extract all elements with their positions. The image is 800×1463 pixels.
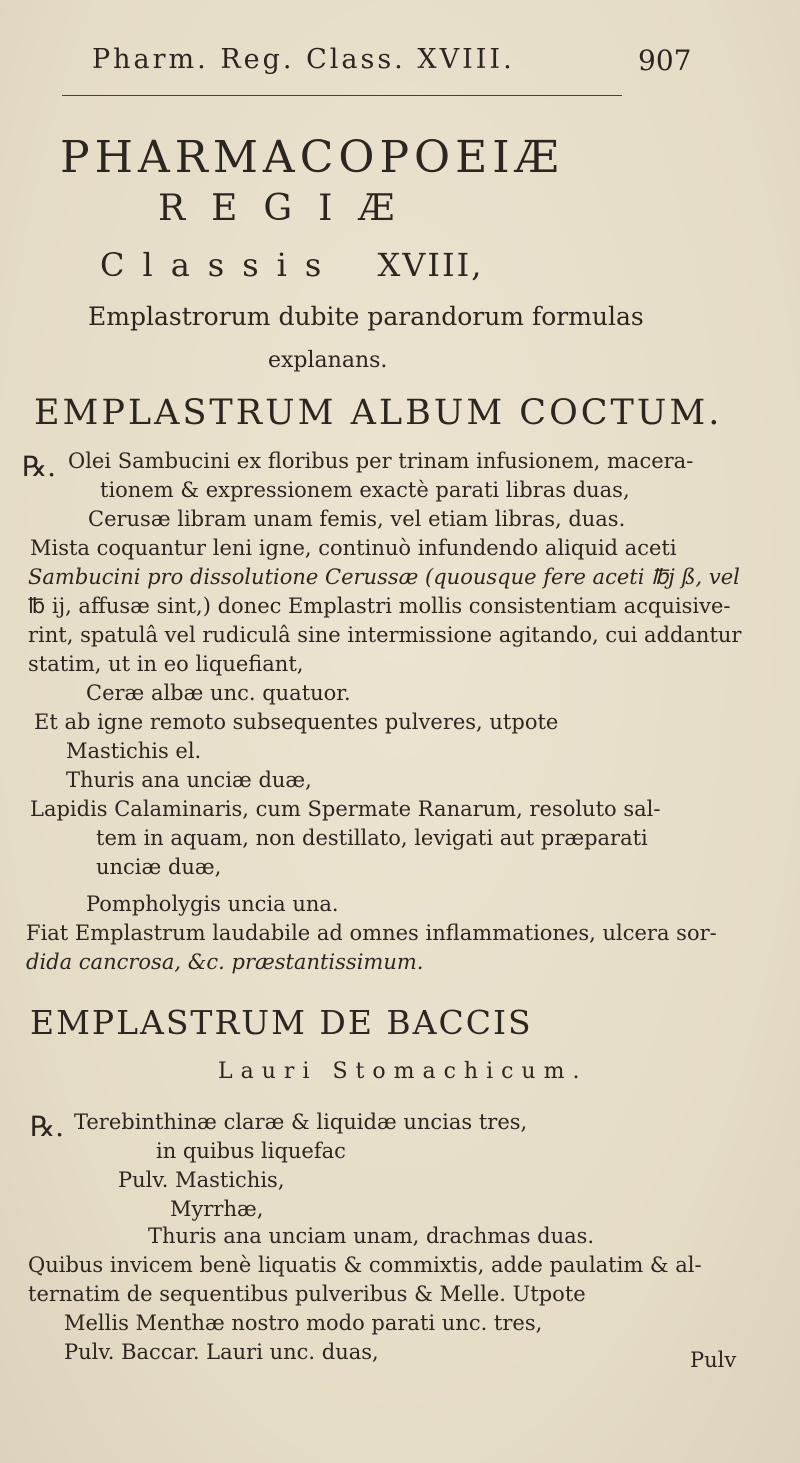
- text-line: Thuris ana unciæ duæ,: [66, 768, 312, 792]
- text-line: dida cancrosa, &c. præstantissimum.: [26, 950, 424, 974]
- subtitle-line-1: Emplastrorum dubite parandorum formulas: [88, 302, 644, 331]
- text-line: Ceræ albæ unc. quatuor.: [86, 681, 351, 705]
- classis-label: Classis: [100, 246, 340, 284]
- text-line: ternatim de sequentibus pulveribus & Melle. Utpote: [28, 1282, 586, 1306]
- text-line: tem in aquam, non destillato, levigati aut præparati: [96, 826, 648, 850]
- text-line: Lapidis Calaminaris, cum Spermate Ranarum, resoluto sal-: [30, 797, 661, 821]
- subtitle-line-2: explanans.: [268, 348, 388, 373]
- section-subheading: Lauri Stomachicum.: [218, 1059, 588, 1084]
- running-head: Pharm. Reg. Class. XVIII.: [92, 44, 515, 75]
- text-line: Terebinthinæ claræ & liquidæ uncias tres,: [74, 1110, 528, 1134]
- text-line: Quibus invicem benè liquatis & commixtis, adde paulatim & al-: [28, 1253, 702, 1277]
- header-rule: [62, 95, 622, 96]
- title-regiae: REGIÆ: [158, 188, 421, 229]
- text-line: Pulv. Mastichis,: [118, 1168, 285, 1192]
- text-line: Myrrhæ,: [170, 1197, 264, 1221]
- text-line: Fiat Emplastrum laudabile ad omnes inflammationes, ulcera sor-: [26, 921, 717, 945]
- text-line: Et ab igne remoto subsequentes pulveres, utpote: [34, 710, 559, 734]
- title-classis: [100, 246, 483, 284]
- title-pharmacopoeiae: PHARMACOPOEIÆ: [60, 132, 564, 183]
- recipe-symbol: ℞.: [30, 1110, 65, 1143]
- recipe-symbol: ℞.: [22, 450, 57, 483]
- text-line: tionem & expressionem exactè parati libras duas,: [100, 478, 630, 502]
- classis-numeral: XVIII,: [377, 246, 484, 284]
- text-line: rint, spatulâ vel rudiculâ sine intermissione agitando, cui addantur: [28, 623, 742, 647]
- text-line: Sambucini pro dissolutione Cerussæ (quousque fere aceti ℔j ß, vel: [28, 565, 740, 589]
- section-heading-emplastrum-de-baccis: EMPLASTRUM DE BACCIS: [30, 1003, 533, 1042]
- text-line: Olei Sambucini ex floribus per trinam infusionem, macera-: [68, 449, 694, 473]
- text-line: Mellis Menthæ nostro modo parati unc. tres,: [64, 1311, 543, 1335]
- text-line: unciæ duæ,: [96, 855, 222, 879]
- text-line: Mista coquantur leni igne, continuò infundendo aliquid aceti: [30, 536, 677, 560]
- catchword: Pulv: [690, 1348, 737, 1372]
- text-line: Mastichis el.: [66, 739, 202, 763]
- text-line: Cerusæ libram unam femis, vel etiam libras, duas.: [88, 507, 626, 531]
- page-number: 907: [638, 44, 692, 77]
- text-line: Pompholygis uncia una.: [86, 892, 339, 916]
- section-heading-emplastrum-album: EMPLASTRUM ALBUM COCTUM.: [34, 393, 723, 433]
- text-line: Thuris ana unciam unam, drachmas duas.: [148, 1224, 595, 1248]
- text-line: statim, ut in eo liquefiant,: [28, 652, 304, 676]
- text-line: ℔ ij, affusæ sint,) donec Emplastri mollis consistentiam acquisive-: [28, 594, 731, 618]
- text-line: in quibus liquefac: [156, 1139, 346, 1163]
- text-line: Pulv. Baccar. Lauri unc. duas,: [64, 1340, 379, 1364]
